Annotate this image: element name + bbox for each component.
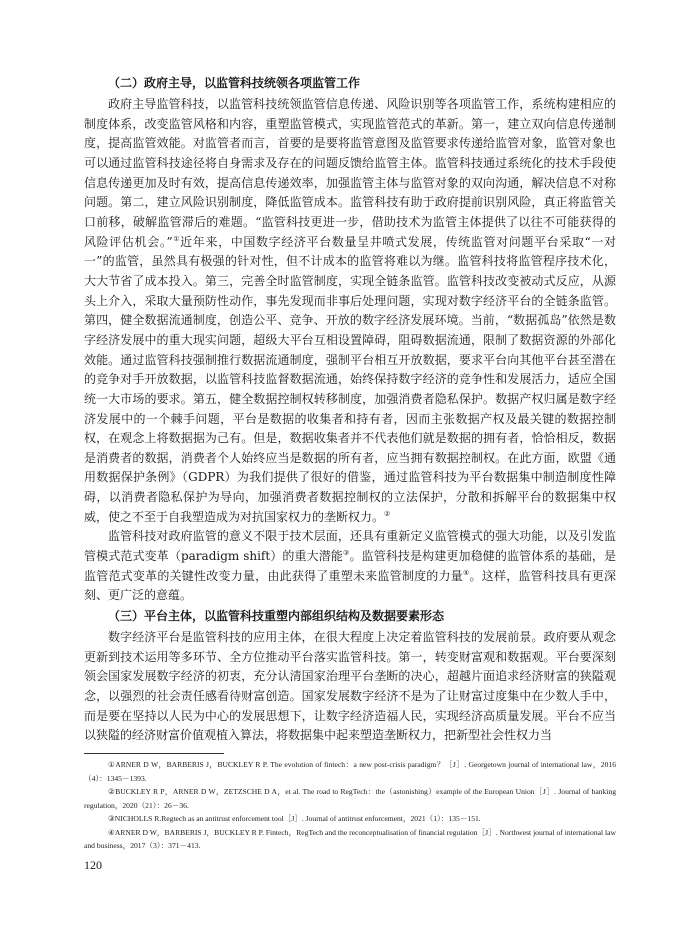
section-heading-3: （三）平台主体，以监管科技重塑内部组织结构及数据要素形态 <box>108 609 445 624</box>
footnote-ref[interactable]: ③ <box>343 549 350 558</box>
section-heading-2: （二）政府主导，以监管科技统领各项监管工作 <box>108 76 361 90</box>
paragraph-text: 。这样，监管科技具有更深刻、更广泛的意蕴。 <box>84 568 616 603</box>
paragraph-text: 近年来，中国数字经济平台数量呈井喷式发展，传统监管对问题平台采取“一对一”的监管，虽然具有极强的针对性，但不计成本的监管将难以为继。监管科技将监管程序技术化，大大节省了成本投入。第三，完善全时监管制度，实现全链条监管。监管科技改变被动式反应，从源头上介入，采取大量预防性动作，事先发现而非事后处理问题，实现对数字经济平台的全链条监管。第四，健全数据流通制度，创造公平、竞争、开放的数字经济发展环境。当前，“数据孤岛”依然是数字经济发展中的重大现实问题，超级大平台互相设置障碍，阻碍数据流通，限制了数据资源的外部化效能。通过监管科技强制推行数据流通制度，强制平台相互开放数据，要求平台向其他平台甚至潜在的竞争对手开放数据，以监管科技监督数据流通，始终保持数字经济的竞争性和发展活力，适应全国统一大市场的要求。第五，健全数据控制权转移制度，加强消费者隐私保护。数据产权归属是数字经济发展中的一个棘手问题，平台是数据的收集者和持有者，因而主张数据产权及最关键的数据控制权，在观念上将数据据为己有。但是，数据收集者并不代表他们就是数据的拥有者，恰恰相反，数据是消费者的数据，消费者个人始终应当是数据的所有者，应当拥有数据控制权。在此方面，欧盟《通用数据保护条例》（GDPR）为我们提供了很好的借鉴，通过监管科技为平台数据集中制造制度性障碍，以消费者隐私保护为导向，加强消费者数据控制权的立法保护，分散和拆解平台的数据集中权威，使之不至于自我塑造成为对抗国家权力的垄断权力。 <box>84 234 617 524</box>
footnote-divider <box>84 753 224 754</box>
paragraph-text: 政府主导监管科技，以监管科技统领监管信息传递、风险识别等各项监管工作，系统构建相应的制度体系，改变监管风格和内容，重塑监管模式，实现监管范式的革新。第一，建立双向信息传递制度，提高监管效能。对监管者而言，首要的是要将监管意图及监管要求传递给监管对象，监管对象也可以通过监管科技途径将自身需求及存在的问题反馈给监管主体。监管科技通过系统化的技术手段使信息传递更加及时有效，提高信息传递效率，加强监管主体与监管对象的双向沟通，解决信息不对称问题。第二，建立风险识别制度，降低监管成本。监管科技有助于政府提前识别风险，真正将监管关口前移，破解监管滞后的难题。“监管科技更进一步，借助技术为监管主体提供了以往不可能获得的风险评估机会。” <box>84 97 616 249</box>
page-number: 120 <box>84 858 102 872</box>
paragraph-text: 。监管科技是构建更加稳健的监管体系的基础，是监管范式变革的关键性改变力量，由此获得了重塑未来监管制度的力量 <box>84 549 616 583</box>
footnote: ②BUCKLEY R P，ARNER D W，ZETZSCHE D A，et al. The road to RegTech：the（astonishing）example of the European Union［J］. Journal of banking regulation，2020（21）：26－36. <box>84 787 616 810</box>
paragraph-text: 数字经济平台是监管科技的应用主体，在很大程度上决定着监管科技的发展前景。政府要从观念更新到技术运用等多环节、全方位推动平台落实监管科技。第一，转变财富观和数据观。平台要深刻领会国家发展数字经济的初衷，充分认清国家治理平台垄断的决心，超越片面追求经济财富的狭隘观念，以强烈的社会责任感看待财富创造。国家发展数字经济不是为了让财富过度集中在少数人手中，而是要在坚持以人民为中心的发展思想下，让数字经济造福人民，实现经济高质量发展。平台不应当以狭隘的经济财富价值观植入算法，将数据集中起来塑造垄断权力，把新型社会性权力当 <box>84 630 616 743</box>
footnote-ref[interactable]: ① <box>172 234 181 243</box>
footnote: ①ARNER D W，BARBERIS J，BUCKLEY R P. The evolution of fintech：a new post-crisis paradigm？［J］. Georgetown journal of international law，2016（4）：1345－1393. <box>84 760 616 783</box>
footnote: ④ARNER D W，BARBERIS J，BUCKLEY R P. Fintech，RegTech and the reconceptualisation of financial regulation［J］. Northwest journal of international law and business，2017（3）：371－413. <box>84 827 616 850</box>
paragraph <box>84 628 616 746</box>
footnote: ③NICHOLLS R.Regtech as an antitrust enforcement tool［J］. Journal of antitrust enforcement，2021（1）：135－151. <box>108 814 481 823</box>
paragraph <box>84 527 616 606</box>
footnote-ref[interactable]: ④ <box>463 568 470 577</box>
paragraph <box>84 95 616 527</box>
page-body <box>84 74 616 853</box>
paragraph-text: 监管科技对政府监管的意义不限于技术层面，还具有重新定义监管模式的强大功能，以及引发监管模式范式变革（paradigm shift）的重大潜能 <box>84 529 616 564</box>
footnote-ref[interactable]: ② <box>384 509 391 518</box>
